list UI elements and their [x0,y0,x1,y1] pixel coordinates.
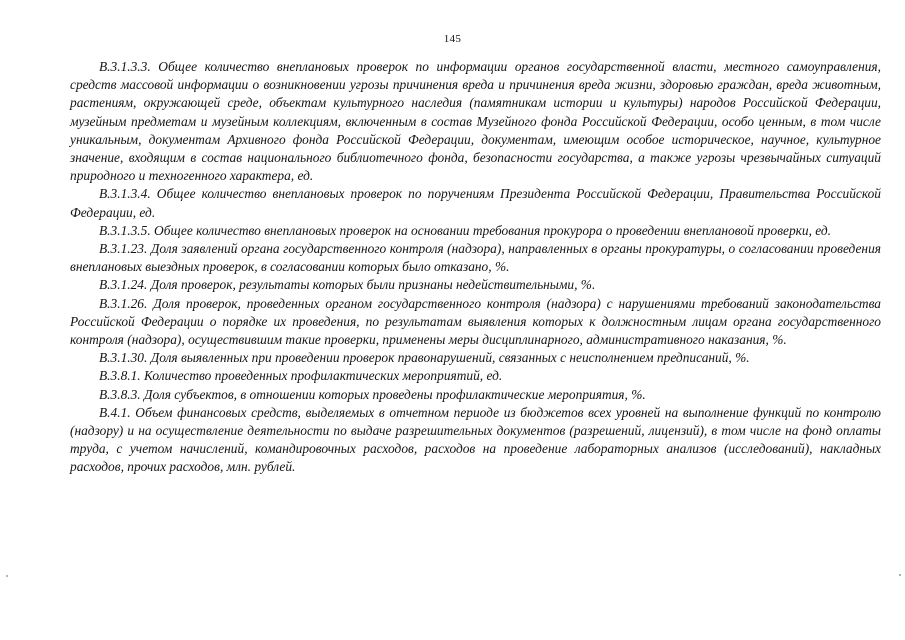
paragraph-v3134: В.3.1.3.4. Общее количество внеплановых проверок по поручениям Президента Российской Федерации, Правительства Российской Федерации, ед. [70,186,881,220]
paragraph-v3124: В.3.1.24. Доля проверок, результаты которых были признаны недействительными, %. [99,277,596,293]
paragraph-v3133: В.3.1.3.3. Общее количество внеплановых проверок по информации органов государственной власти, местного самоуправления, средств массовой информации о возникновении угрозы причинения вреда и причинения вреда жизни, здоровью граждан, вреда животным, растениям, окружающей среде, объектам культурного наследия (памятникам истории и культуры) народов Российской Федерации, музейным предметам и музейным коллекциям, включенным в состав Музейного фонда Российской Федерации, особо ценным, в том числе уникальным, документам Архивного фонда Российской Федерации, документам, имеющим особое историческое, научное, культурное значение, входящим в состав национального библиотечного фонда, безопасности государства, а также угрозы чрезвычайных ситуаций природного и техногенного характера, ед. [70,59,881,184]
scan-speck-left [6,575,8,577]
paragraph-v3135: В.3.1.3.5. Общее количество внеплановых проверок на основании требования прокурора о проведении внеплановой проверки, ед. [99,222,832,238]
paragraph-v41: В.4.1. Объем финансовых средств, выделяемых в отчетном периоде из бюджетов всех уровней на выполнение функций по контролю (надзору) и на осуществление деятельности по выдаче разрешительных документов (разрешений, лицензий), в том числе на фонд оплаты труда, с учетом начислений, командировочных расходов, расходов на проведение лабораторных анализов (исследований), накладных расходов, прочих расходов, млн. рублей. [70,404,881,475]
paragraph-v381: В.3.8.1. Количество проведенных профилактических мероприятий, ед. [99,368,503,384]
page-number: 145 [443,33,462,45]
scan-speck-right [899,574,901,576]
paragraph-v3130: В.3.1.30. Доля выявленных при проведении проверок правонарушений, связанных с неисполнением предписаний, %. [99,350,750,366]
document-body [70,58,881,477]
paragraph-v3126: В.3.1.26. Доля проверок, проведенных органом государственного контроля (надзора) с нарушениями требований законодательства Российской Федерации о порядке их проведения, по результатам выявления которых к должностным лицам органа государственного контроля (надзора), осуществившим такие проверки, применены меры дисциплинарного, административного наказания, %. [70,295,881,348]
paragraph-v383: В.3.8.3. Доля субъектов, в отношении которых проведены профилактические мероприятия, %. [99,386,646,402]
paragraph-v3123: В.3.1.23. Доля заявлений органа государственного контроля (надзора), направленных в органы прокуратуры, о согласовании проведения внеплановых выездных проверок, в согласовании которых было отказано, %. [70,241,881,275]
